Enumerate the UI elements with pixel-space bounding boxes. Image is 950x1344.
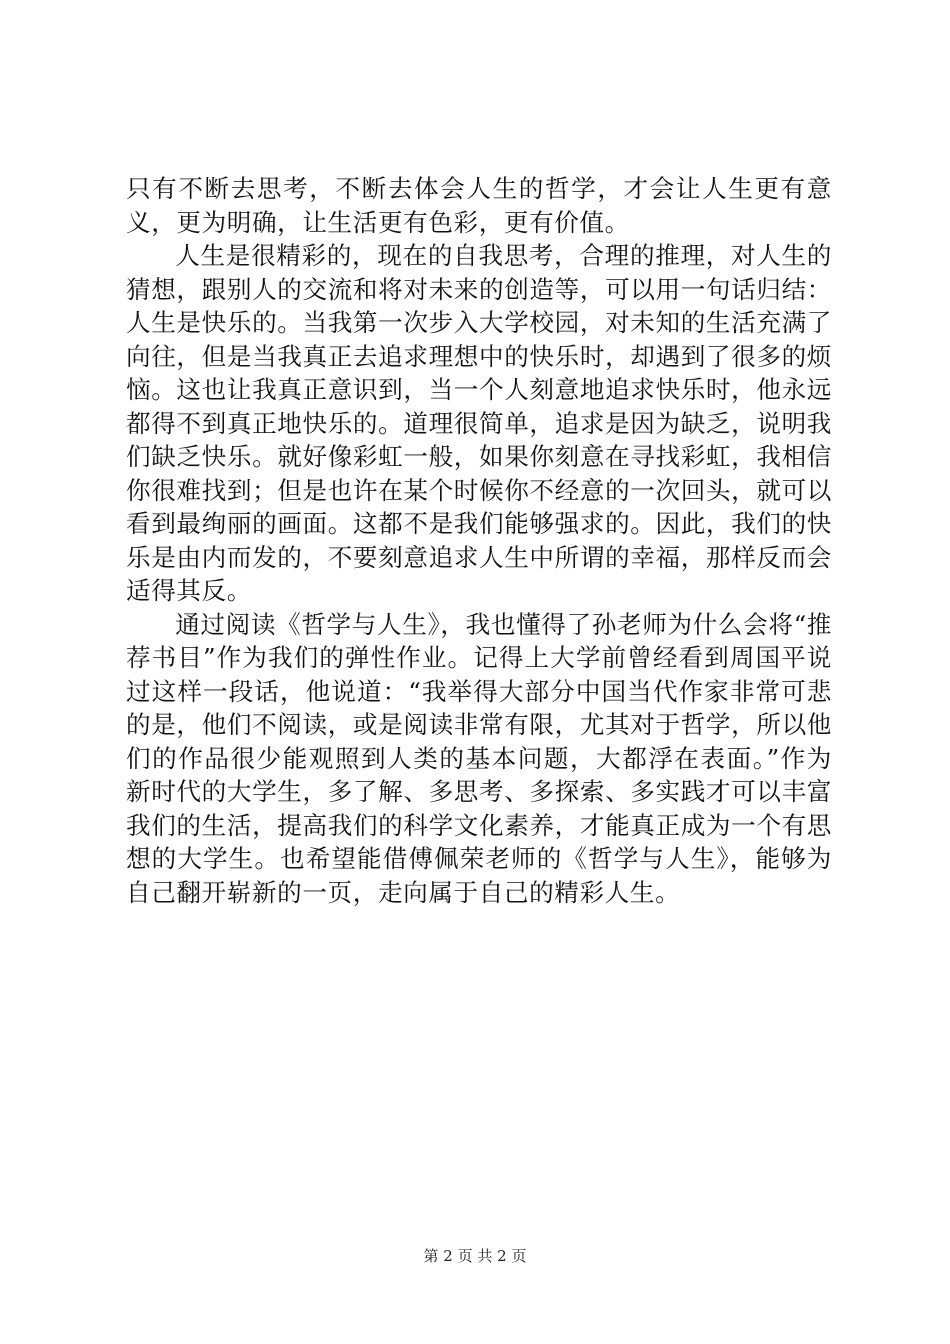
paragraph-3: 通过阅读《哲学与人生》，我也懂得了孙老师为什么会将“推荐书目”作为我们的弹性作业。记得上大学前曾经看到周国平说过这样一段话，他说道：“我举得大部分中国当代作家非常可悲的是，他们不阅读，或是阅读非常有限，尤其对于哲学，所以他们的作品很少能观照到人类的基本问题，大都浮在表面。”作为新时代的大学生，多了解、多思考、多探索、多实践才可以丰富我们的生活，提高我们的科学文化素养，才能真正成为一个有思想的大学生。也希望能借傅佩荣老师的《哲学与人生》，能够为自己翻开崭新的一页，走向属于自己的精彩人生。 bbox=[126, 609, 832, 907]
paragraph-1: 只有不断去思考，不断去体会人生的哲学，才会让人生更有意义，更为明确，让生活更有色彩，更有价值。 bbox=[126, 174, 832, 237]
paragraph-2: 人生是很精彩的，现在的自我思考，合理的推理，对人生的猜想，跟别人的交流和将对未来的创造等，可以用一句话归结：人生是快乐的。当我第一次步入大学校园，对未知的生活充满了向往，但是当我真正去追求理想中的快乐时，却遇到了很多的烦恼。这也让我真正意识到，当一个人刻意地追求快乐时，他永远都得不到真正地快乐的。道理很简单，追求是因为缺乏，说明我们缺乏快乐。就好像彩虹一般，如果你刻意在寻找彩虹，我相信你很难找到；但是也许在某个时候你不经意的一次回头，就可以看到最绚丽的画面。这都不是我们能够强求的。因此，我们的快乐是由内而发的，不要刻意追求人生中所谓的幸福，那样反而会适得其反。 bbox=[126, 241, 832, 605]
document-body bbox=[126, 172, 832, 909]
page-number-footer: 第 2 页 共 2 页 bbox=[423, 1247, 527, 1265]
